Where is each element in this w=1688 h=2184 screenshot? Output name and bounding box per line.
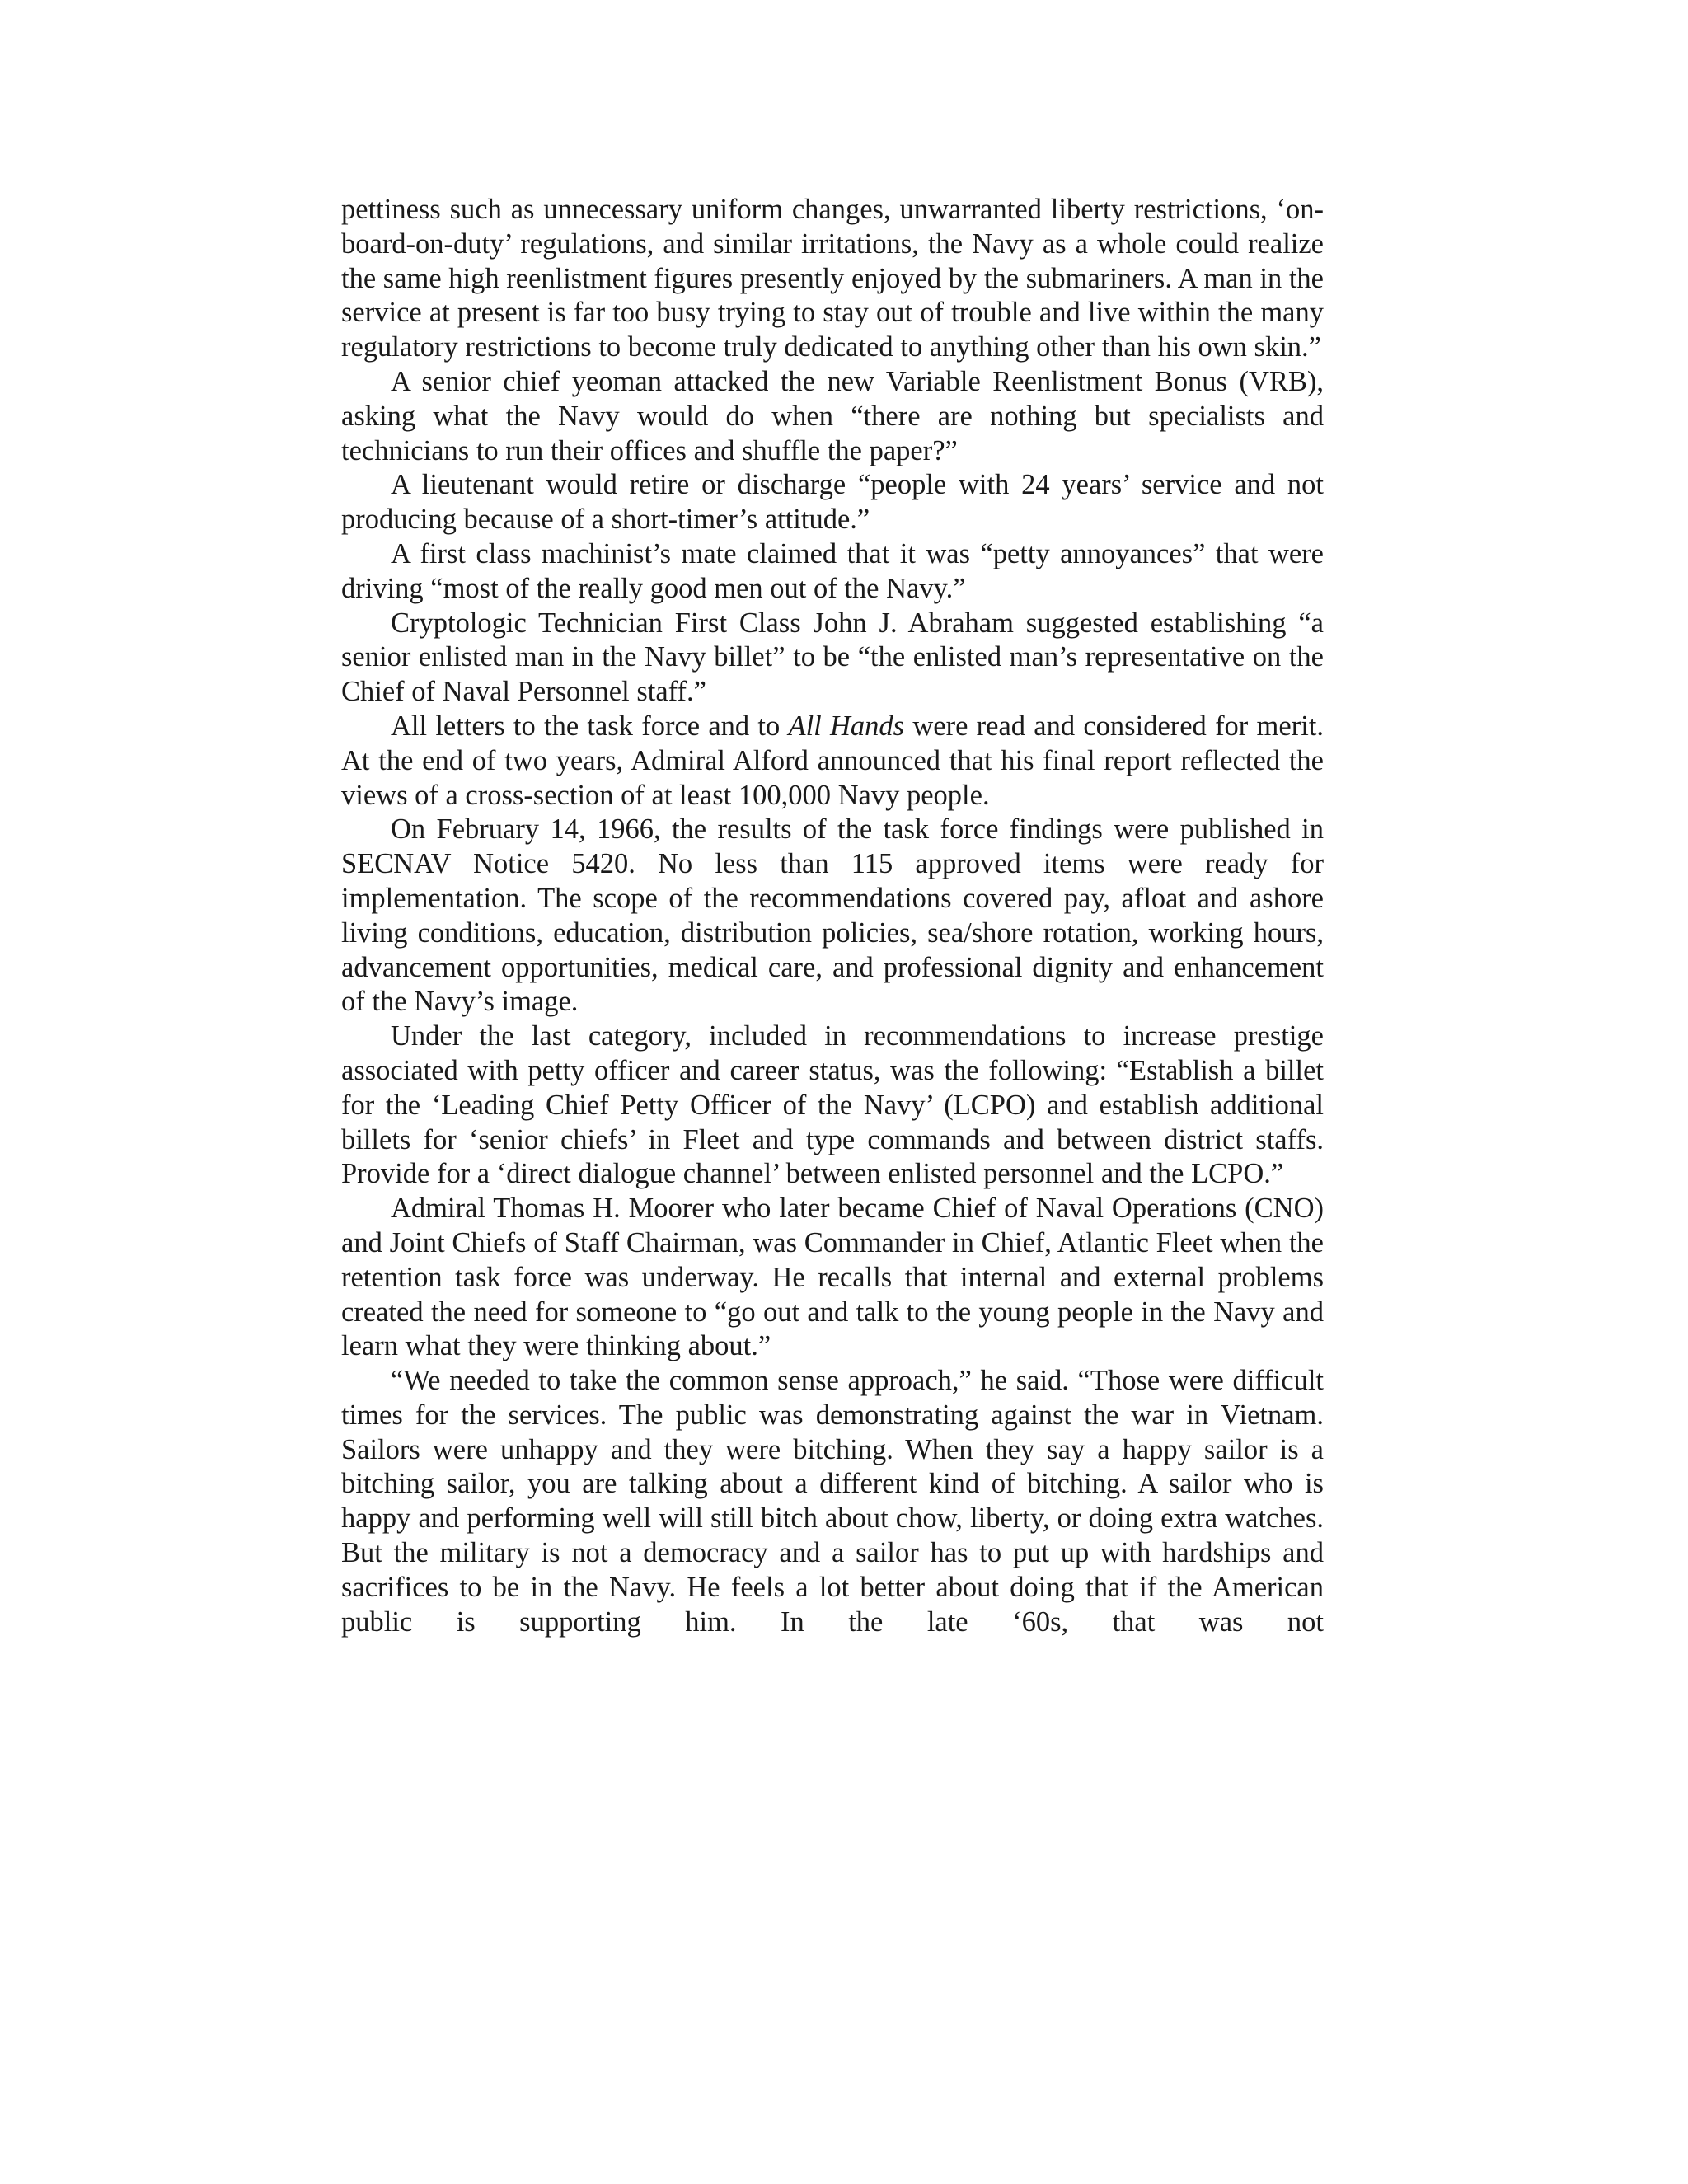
- paragraph-continued: pettiness such as unnecessary uniform changes, unwarranted liberty restrictions, ‘on-board-on-duty’ regulations, and similar irritations, the Navy as a whole could realize the same high reenlistment figures presently enjoyed by the submariners. A man in the service at present is far too busy trying to stay out of trouble and live within the many regulatory restrictions to become truly dedicated to anything other than his own skin.”: [341, 194, 1324, 363]
- paragraph-admiral-moorer: Admiral Thomas H. Moorer who later became Chief of Naval Operations (CNO) and Joint Chiefs of Staff Chairman, was Commander in Chief, Atlantic Fleet when the retention task force was underway. He recalls that internal and external problems created the need for someone to “go out and talk to the young people in the Navy and learn what they were thinking about.”: [341, 1193, 1324, 1362]
- paragraph-senior-chief-yeoman: A senior chief yeoman attacked the new Variable Reenlistment Bonus (VRB), asking what the Navy would do when “there are nothing but specialists and technicians to run their offices and shuffle the paper?”: [341, 365, 1324, 466]
- document-page: [341, 193, 1324, 1639]
- paragraph-machinists-mate: A first class machinist’s mate claimed that it was “petty annoyances” that were driving “most of the really good men out of the Navy.”: [341, 537, 1324, 604]
- paragraph-common-sense-quote: “We needed to take the common sense approach,” he said. “Those were difficult times for the services. The public was demonstrating against the war in Vietnam. Sailors were unhappy and they were bitching. When they say a happy sailor is a bitching sailor, you are talking about a different kind of bitching. A sailor who is happy and performing well will still bitch about chow, liberty, or doing extra watches. But the military is not a democracy and a sailor has to put up with hardships and sacrifices to be in the Navy. He feels a lot better about doing that if the American public is supporting him. In the late ‘60s, that was not: [341, 1365, 1324, 1638]
- paragraph-task-force-results: On February 14, 1966, the results of the task force findings were published in SECNAV Notice 5420. No less than 115 approved items were ready for implementation. The scope of the recommendations covered pay, afloat and ashore living conditions, education, distribution policies, sea/shore rotation, working hours, advancement opportunities, medical care, and professional dignity and enhancement of the Navy’s image.: [341, 813, 1324, 1018]
- paragraph-last-category: Under the last category, included in recommendations to increase prestige associated with petty officer and career status, was the following: “Establish a billet for the ‘Leading Chief Petty Officer of the Navy’ (LCPO) and establish additional billets for ‘senior chiefs’ in Fleet and type commands and between district staffs. Provide for a ‘direct dialogue channel’ between enlisted personnel and the LCPO.”: [341, 1020, 1324, 1190]
- paragraph-all-letters-end: were read and considered for merit. At the end of two years, Admiral Alford announced that his final report reflected the views of a cross-section of at least 100,000 Navy people.: [341, 710, 1324, 811]
- paragraph-lieutenant: A lieutenant would retire or discharge “people with 24 years’ service and not producing because of a short-timer’s attitude.”: [341, 469, 1324, 536]
- paragraph-all-letters-start: All letters to the task force and to: [391, 710, 789, 742]
- publication-title-all-hands: All Hands: [788, 710, 905, 742]
- paragraph-all-letters: [341, 710, 1324, 813]
- paragraph-cryptologic-technician: Cryptologic Technician First Class John J. Abraham suggested establishing “a senior enlisted man in the Navy billet” to be “the enlisted man’s representative on the Chief of Naval Personnel staff.”: [341, 607, 1324, 708]
